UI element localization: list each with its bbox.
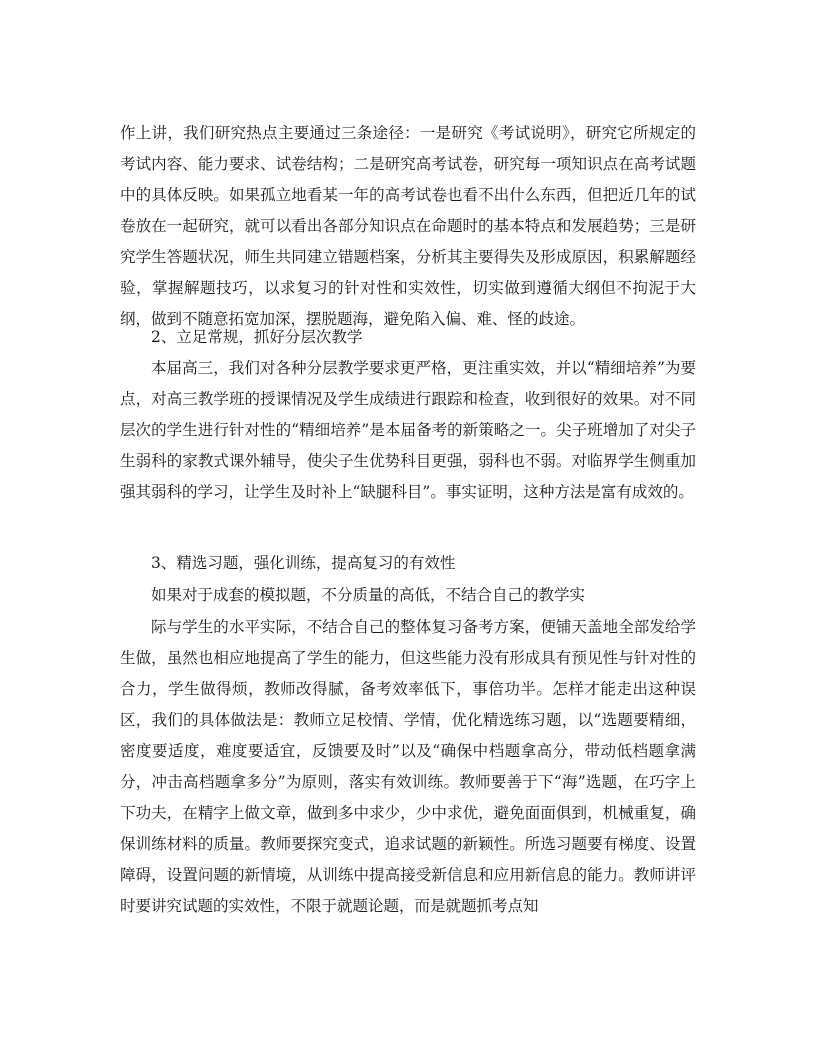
- paragraph-research-hotspots: 作上讲，我们研究热点主要通过三条途径：一是研究《考试说明》，研究它所规定的考试内容、能力要求、试卷结构；二是研究高考试卷，研究每一项知识点在高考试题中的具体反映。如果孤立地看某一年的高考试卷也看不出什么东西，但把近几年的试卷放在一起研究，就可以看出各部分知识点在命题时的基本特点和发展趋势；三是研究学生答题状况，师生共同建立错题档案，分析其主要得失及形成原因，积累解题经验，掌握解题技巧，以求复习的针对性和实效性，切实做到遵循大纲但不拘泥于大纲，做到不随意拓宽加深，摆脱题海，避免陷入偏、难、怪的歧途。: [120, 124, 696, 328]
- paragraph-layered-teaching: 本届高三，我们对各种分层教学要求更严格，更注重实效，并以“精细培养”为要点，对高三教学班的授课情况及学生成绩进行跟踪和检查，收到很好的效果。对不同层次的学生进行针对性的“精细培养”是本届备考的新策略之一。尖子班增加了对尖子生弱科的家教式课外辅导，使尖子生优势科目更强，弱科也不弱。对临界学生侧重加强其弱科的学习，让学生及时补上“缺腿科目”。事实证明，这种方法是富有成效的。: [120, 359, 696, 501]
- paragraph-mock-exams-intro: 如果对于成套的模拟题，不分质量的高低，不结合自己的教学实: [151, 586, 586, 604]
- section-heading-layered-teaching: 2、立足常规，抓好分层次教学: [151, 328, 363, 346]
- paragraph-exercise-method: 际与学生的水平实际，不结合自己的整体复习备考方案，便铺天盖地全部发给学生做，虽然也相应地提高了学生的能力，但这些能力没有形成具有预见性与针对性的合力，学生做得烦，教师改得腻，备考效率低下，事倍功半。怎样才能走出这种误区，我们的具体做法是：教师立足校情、学情，优化精选练习题，以“选题要精细，密度要适度，难度要适宜，反馈要及时”以及“确保中档题拿高分，带动低档题拿满分，冲击高档题拿多分”为原则，落实有效训练。教师要善于下“海”选题，在巧字上下功夫，在精字上做文章，做到多中求少，少中求优，避免面面俱到，机械重复，确保训练材料的质量。教师要探究变式，追求试题的新颖性。所选习题要有梯度、设置障碍，设置问题的新情境，从训练中提高接受新信息和应用新信息的能力。教师讲评时要讲究试题的实效性，不限于就题论题，而是就题抓考点知: [120, 618, 696, 915]
- section-heading-exercise-selection: 3、精选习题，强化训练，提高复习的有效性: [151, 554, 456, 572]
